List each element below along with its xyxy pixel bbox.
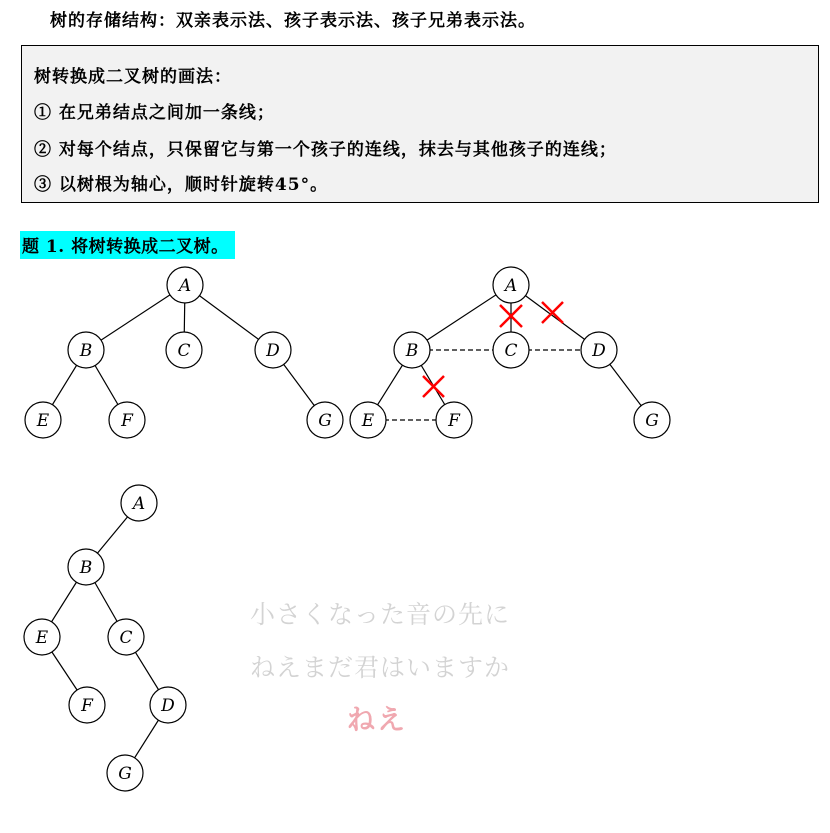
node-label: F bbox=[448, 411, 460, 431]
original-node-b bbox=[68, 332, 104, 368]
binary-node-g bbox=[107, 755, 143, 791]
binary-node-a bbox=[121, 485, 157, 521]
node-label: A bbox=[178, 276, 192, 296]
node-label: G bbox=[318, 411, 332, 431]
node-label: A bbox=[132, 494, 146, 514]
node-label: F bbox=[121, 411, 133, 431]
original-node-a bbox=[167, 267, 203, 303]
node-label: D bbox=[161, 696, 175, 716]
page-heading: 树的存储结构：双亲表示法、孩子表示法、孩子兄弟表示法。 bbox=[50, 11, 536, 31]
method-step-2: ② 对每个结点，只保留它与第一个孩子的连线，抹去与其他孩子的连线； bbox=[34, 140, 617, 160]
node-label: C bbox=[119, 628, 133, 648]
node-label: G bbox=[645, 411, 659, 431]
method-step-1: ① 在兄弟结点之间加一条线； bbox=[34, 103, 275, 123]
node-label: G bbox=[118, 764, 132, 784]
node-label: C bbox=[177, 341, 191, 361]
node-label: E bbox=[361, 411, 375, 431]
intermediate-node-a bbox=[493, 267, 529, 303]
lyric-line-1: 小さくなった音の先に bbox=[250, 600, 511, 629]
intermediate-node-c bbox=[493, 332, 529, 368]
intermediate-node-e bbox=[350, 402, 386, 438]
node-label: E bbox=[35, 628, 49, 648]
binary-node-b bbox=[68, 549, 104, 585]
original-node-g bbox=[307, 402, 343, 438]
binary-node-f bbox=[69, 687, 105, 723]
node-label: A bbox=[504, 276, 518, 296]
node-label: D bbox=[592, 341, 606, 361]
binary-node-c bbox=[108, 619, 144, 655]
original-node-e bbox=[25, 402, 61, 438]
node-label: C bbox=[504, 341, 518, 361]
original-node-d bbox=[255, 332, 291, 368]
binary-node-e bbox=[24, 619, 60, 655]
lyric-line-2: ねえまだ君はいますか bbox=[250, 653, 511, 682]
original-node-c bbox=[166, 332, 202, 368]
binary-node-d bbox=[150, 687, 186, 723]
intermediate-node-d bbox=[581, 332, 617, 368]
intermediate-node-f bbox=[436, 402, 472, 438]
node-label: D bbox=[266, 341, 280, 361]
node-label: B bbox=[405, 341, 419, 361]
original-node-f bbox=[109, 402, 145, 438]
node-label: B bbox=[79, 558, 93, 578]
node-label: F bbox=[81, 696, 93, 716]
intermediate-node-g bbox=[634, 402, 670, 438]
lyric-line-3: ねえ bbox=[347, 703, 408, 736]
node-label: B bbox=[79, 341, 93, 361]
cross-mark-a-d bbox=[542, 302, 563, 323]
cross-mark-b-f bbox=[423, 376, 444, 397]
method-title: 树转换成二叉树的画法： bbox=[34, 67, 232, 87]
intermediate-node-b bbox=[394, 332, 430, 368]
node-label: E bbox=[36, 411, 50, 431]
method-step-3: ③ 以树根为轴心，顺时针旋转45°。 bbox=[34, 175, 329, 195]
problem-1-title: 题 1. 将树转换成二叉树。 bbox=[20, 231, 235, 259]
binary-tree bbox=[42, 503, 168, 773]
